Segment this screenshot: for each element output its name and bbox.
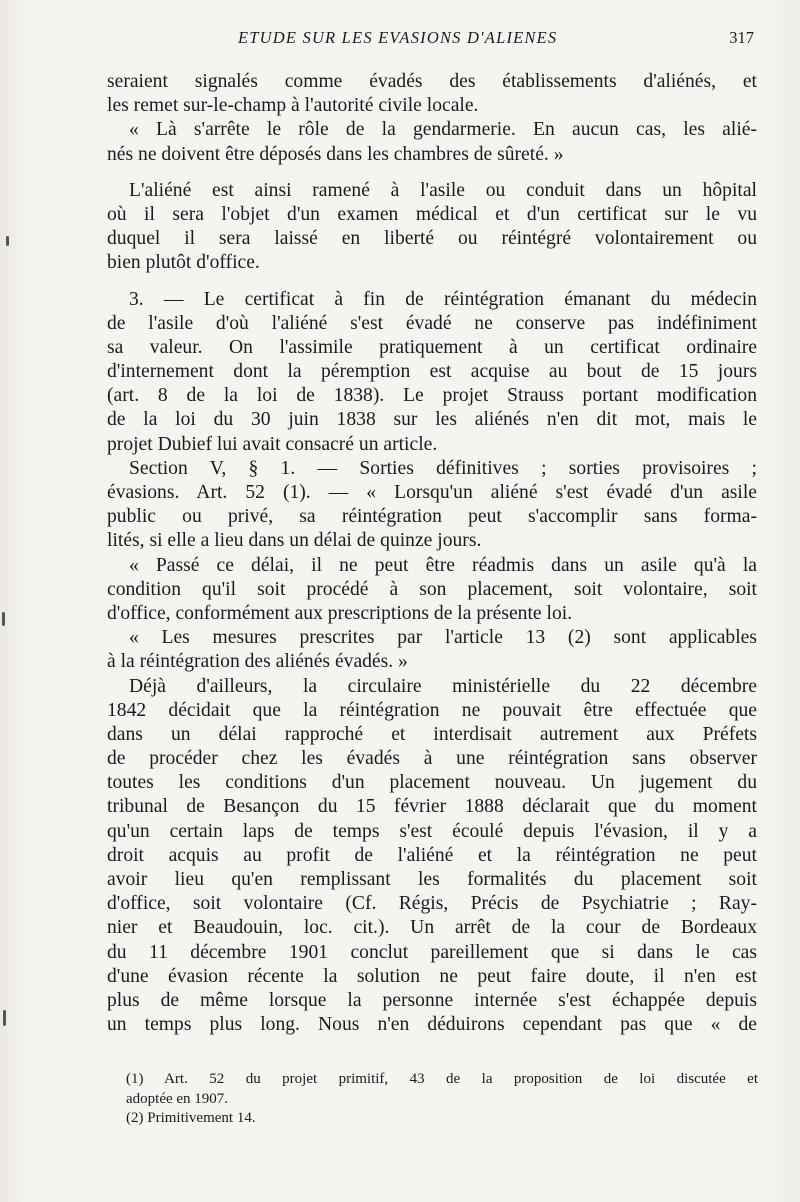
text-line: 1842 décidait que la réintégration ne pouvait être effectuée que <box>107 699 757 721</box>
footnote-2: (2) Primitivement 14. <box>126 1110 256 1126</box>
text-line: Déjà d'ailleurs, la circulaire ministérielle du 22 décembre <box>129 675 757 697</box>
text-line: qu'un certain laps de temps s'est écoulé depuis l'évasion, il y a <box>107 820 757 842</box>
page-header <box>108 28 756 52</box>
text-line: de procéder chez les évadés à une réintégration sans observer <box>107 748 757 770</box>
text-line: d'office, conformément aux prescriptions de la présente loi. <box>107 602 573 624</box>
text-line: de la loi du 30 juin 1838 sur les aliénés n'en dit mot, mais le <box>107 409 757 431</box>
margin-mark <box>2 612 5 626</box>
text-line: nés ne doivent être déposés dans les chambres de sûreté. » <box>107 143 564 165</box>
body-text <box>107 70 757 1037</box>
text-line: 3. — Le certificat à fin de réintégration émanant du médecin <box>129 288 757 310</box>
page-number: 317 <box>729 28 754 47</box>
text-line: de l'asile d'où l'aliéné s'est évadé ne conserve pas indéfiniment <box>107 312 757 334</box>
text-line: Section V, § 1. — Sorties définitives ; sorties provisoires ; <box>129 457 757 479</box>
text-line: avoir lieu qu'en remplissant les formalités du placement soit <box>107 869 757 890</box>
text-line: un temps plus long. Nous n'en déduirons cependant pas que « de <box>107 1014 757 1036</box>
footnotes <box>126 1070 758 1129</box>
text-line: plus de même lorsque la personne internée s'est échappée depuis <box>107 989 757 1011</box>
text-line: tribunal de Besançon du 15 février 1888 déclarait que du moment <box>107 796 757 818</box>
text-line: d'internement dont la péremption est acquise au bout de 15 jours <box>107 361 757 383</box>
text-line: bien plutôt d'office. <box>107 252 260 274</box>
text-line: lités, si elle a lieu dans un délai de quinze jours. <box>107 530 482 552</box>
text-line: dans un délai rapproché et interdisait autrement aux Préfets <box>107 723 757 745</box>
text-line: les remet sur-le-champ à l'autorité civile locale. <box>107 95 479 117</box>
text-line: où il sera l'objet d'un examen médical et d'un certificat sur le vu <box>107 203 757 225</box>
text-line-italic-start: évasions. Art. 52 (1). — « Lorsqu'un aliéné s'est évadé d'un asile <box>107 482 757 503</box>
running-title: ETUDE SUR LES EVASIONS D'ALIENES <box>238 28 558 47</box>
text-line: projet Dubief lui avait consacré un article. <box>107 433 438 455</box>
text-line: « Les mesures prescrites par l'article 13 (2) sont applicables <box>129 627 757 649</box>
text-line: duquel il sera laissé en liberté ou réintégré volontairement ou <box>107 228 757 250</box>
text-line: d'office, soit volontaire (Cf. Régis, Précis de Psychiatrie ; Ray- <box>107 893 757 915</box>
margin-mark <box>3 1010 6 1026</box>
text-line: condition qu'il soit procédé à son placement, soit volontaire, soit <box>107 578 757 600</box>
text-line: à la réintégration des aliénés évadés. » <box>107 651 408 673</box>
text-line: d'une évasion récente la solution ne peut faire doute, il n'en est <box>107 965 757 987</box>
text-line: droit acquis au profit de l'aliéné et la réintégration ne peut <box>107 844 757 866</box>
text-line: nier et Beaudouin, loc. cit.). Un arrêt de la cour de Bordeaux <box>107 917 757 939</box>
text-line: toutes les conditions d'un placement nouveau. Un jugement du <box>107 772 757 794</box>
text-line: public ou privé, sa réintégration peut s'accomplir sans forma- <box>107 506 757 528</box>
text-line: L'aliéné est ainsi ramené à l'asile ou conduit dans un hôpital <box>129 179 757 201</box>
text-line: (art. 8 de la loi de 1838). Le projet Strauss portant modification <box>107 385 757 407</box>
text-line: « Là s'arrête le rôle de la gendarmerie. En aucun cas, les alié- <box>129 119 757 141</box>
footnote-1-cont: adoptée en 1907. <box>126 1090 229 1107</box>
margin-mark <box>6 236 9 246</box>
text-line: sa valeur. On l'assimile pratiquement à un certificat ordinaire <box>107 336 757 358</box>
text-line: du 11 décembre 1901 conclut pareillement que si dans le cas <box>107 941 757 963</box>
text-line: « Passé ce délai, il ne peut être réadmis dans un asile qu'à la <box>129 554 757 576</box>
text-line: seraient signalés comme évadés des établissements d'aliénés, et <box>107 71 757 92</box>
footnote-1: (1) Art. 52 du projet primitif, 43 de la proposition de loi discutée et <box>126 1071 758 1087</box>
